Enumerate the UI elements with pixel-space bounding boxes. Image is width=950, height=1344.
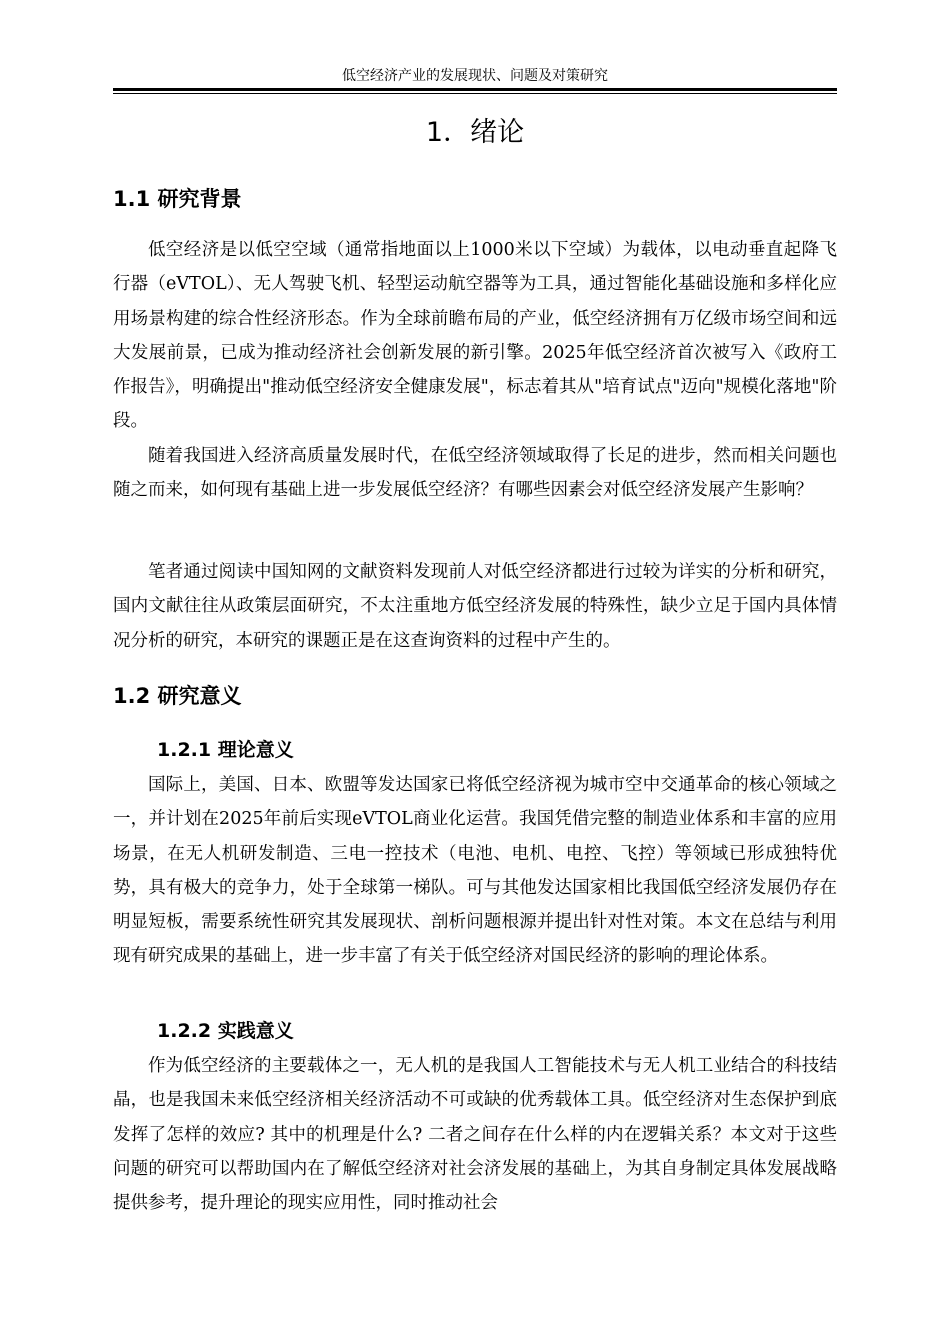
subsection-heading-theoretical: 1.2.1 理论意义 [157, 739, 294, 761]
paragraph-background-3: 笔者通过阅读中国知网的文献资料发现前人对低空经济都进行过较为详实的分析和研究，国内文献往往从政策层面研究，不太注重地方低空经济发展的特殊性，缺少立足于国内具体情况分析的研究，本研究的课题正是在这查询资料的过程中产生的。 [113, 562, 837, 651]
paragraph-practical: 作为低空经济的主要载体之一，无人机的是我国人工智能技术与无人机工业结合的科技结晶，也是我国未来低空经济相关经济活动不可或缺的优秀载体工具。低空经济对生态保护到底发挥了怎样的效应? 其中的机理是什么? 二者之间存在什么样的内在逻辑关系？本文对于这些问题的研究可以帮助国内在了解低空经济对社会济发展的基础上，为其自身制定具体发展战略提供参考，提升理论的现实应用性，同时推动社会 [113, 1056, 837, 1214]
section-heading-research-significance: 1.2 研究意义 [113, 684, 242, 708]
header-rule-thin [113, 93, 837, 94]
header-rule-thick [113, 88, 837, 91]
subsection-heading-practical: 1.2.2 实践意义 [157, 1020, 294, 1042]
paragraph-background-1: 低空经济是以低空空域（通常指地面以上1000米以下空域）为载体，以电动垂直起降飞行器（eVTOL）、无人驾驶飞机、轻型运动航空器等为工具，通过智能化基础设施和多样化应用场景构建的综合性经济形态。作为全球前瞻布局的产业，低空经济拥有万亿级市场空间和远大发展前景，已成为推动经济社会创新发展的新引擎。2025年低空经济首次被写入《政府工作报告》，明确提出"推动低空经济安全健康发展"，标志着其从"培育试点"迈向"规模化落地"阶段。 [113, 240, 837, 432]
paragraph-background-2: 随着我国进入经济高质量发展时代，在低空经济领域取得了长足的进步，然而相关问题也随之而来，如何现有基础上进一步发展低空经济？有哪些因素会对低空经济发展产生影响？ [113, 446, 837, 501]
running-header: 低空经济产业的发展现状、问题及对策研究 [342, 68, 608, 84]
paragraph-theoretical: 国际上，美国、日本、欧盟等发达国家已将低空经济视为城市空中交通革命的核心领域之一，并计划在2025年前后实现eVTOL商业化运营。我国凭借完整的制造业体系和丰富的应用场景，在无人机研发制造、三电一控技术（电池、电机、电控、飞控）等领域已形成独特优势，具有极大的竞争力，处于全球第一梯队。可与其他发达国家相比我国低空经济发展仍存在明显短板，需要系统性研究其发展现状、剖析问题根源并提出针对性对策。本文在总结与利用现有研究成果的基础上，进一步丰富了有关于低空经济对国民经济的影响的理论体系。 [113, 775, 837, 967]
chapter-title: 1．绪论 [425, 117, 525, 148]
section-heading-research-background: 1.1 研究背景 [113, 187, 242, 211]
